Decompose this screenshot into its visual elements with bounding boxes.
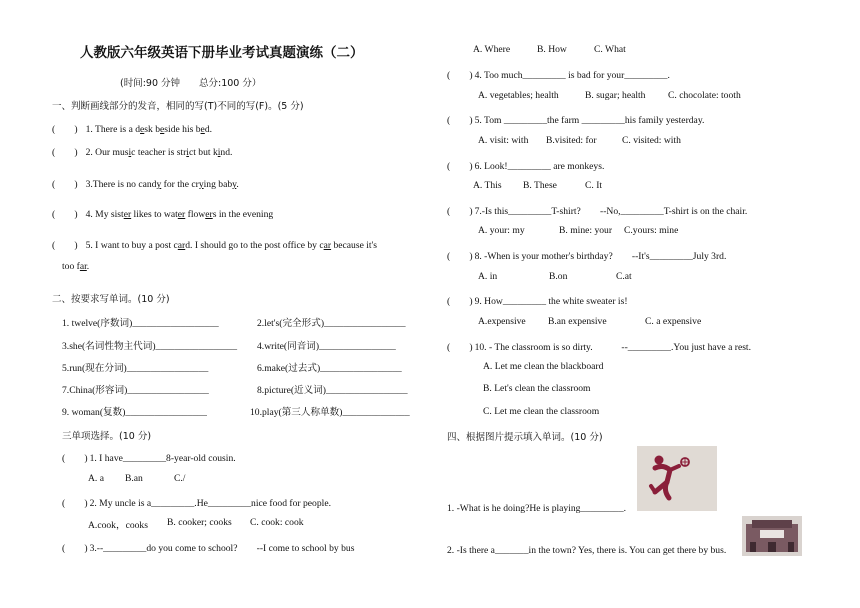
answer-bracket: ( )	[447, 251, 473, 262]
question: ( ) 3.--_________do you come to school? --I come to school by bus	[62, 543, 355, 554]
option: A. This	[473, 180, 502, 191]
answer-bracket: ( )	[52, 124, 78, 135]
section1-item: ( ) 2. Our music teacher is strict but kind.	[52, 147, 233, 158]
question: ( ) 6. Look!_________ are monkeys.	[447, 161, 605, 172]
option: C. cook: cook	[250, 517, 304, 528]
word-item: 9. woman(复数)_________________	[62, 407, 207, 418]
word-item: 5.run(现在分词)_________________	[62, 363, 209, 374]
option: A. Where	[473, 44, 511, 55]
option: C. visited: with	[622, 135, 681, 146]
answer-bracket: ( )	[447, 70, 473, 81]
option: A. visit: with	[478, 135, 529, 146]
option: A. your: my	[478, 225, 525, 236]
section1-item: ( ) 1. There is a desk beside his bed.	[52, 124, 213, 135]
answer-bracket: ( )	[62, 453, 88, 464]
option: C./	[174, 473, 186, 484]
question: ( ) 2. My uncle is a_________.He_________nice food for people.	[62, 498, 331, 509]
word-item: 2.let's(完全形式)_________________	[257, 318, 406, 329]
option: C. chocolate: tooth	[668, 90, 741, 101]
question: ( ) 4. Too much_________ is bad for your_________.	[447, 70, 670, 81]
word-item: 3.she(名词性物主代词)_________________	[62, 341, 238, 352]
basketball-player-picture	[637, 446, 717, 511]
answer-bracket: ( )	[447, 115, 473, 126]
option: C. a expensive	[645, 316, 702, 327]
option: B.on	[549, 271, 568, 282]
answer-bracket: ( )	[52, 240, 78, 251]
answer-bracket: ( )	[447, 161, 473, 172]
exam-time-info: (时间:90 分钟 总分:100 分）	[120, 78, 262, 89]
option: C. What	[594, 44, 626, 55]
answer-bracket: ( )	[447, 342, 473, 353]
answer-bracket: ( )	[62, 543, 88, 554]
answer-bracket: ( )	[447, 296, 473, 307]
answer-bracket: ( )	[52, 209, 78, 220]
option: B.visited: for	[546, 135, 597, 146]
section1-item: ( ) 5. I want to buy a post card. I should go to the post office by car because it's	[52, 240, 378, 251]
section1-item: ( ) 3.There is no candy for the crying baby.	[52, 179, 239, 190]
option: B.an expensive	[548, 316, 607, 327]
answer-bracket: ( )	[62, 498, 88, 509]
basketball-player-icon	[637, 446, 717, 511]
page-title: 人教版六年级英语下册毕业考试真题演练（二）	[80, 45, 364, 61]
option: C.yours: mine	[624, 225, 679, 236]
option: C. Let me clean the classroom	[483, 406, 600, 417]
option: A.expensive	[478, 316, 526, 327]
answer-bracket: ( )	[447, 206, 473, 217]
word-item: 6.make(过去式)_________________	[257, 363, 402, 374]
word-item: 4.write(同音词)________________	[257, 341, 396, 352]
question: ( ) 9. How_________ the white sweater is!	[447, 296, 628, 307]
option: B. cooker; cooks	[167, 517, 232, 528]
word-item: 7.China(形容词)_________________	[62, 385, 209, 396]
question: ( ) 5. Tom _________the farm _________his family yesterday.	[447, 115, 705, 126]
building-picture	[742, 516, 802, 556]
option: A. vegetables; health	[478, 90, 559, 101]
answer-bracket: ( )	[52, 179, 78, 190]
option: A. a	[88, 473, 104, 484]
option: B. mine: your	[559, 225, 613, 236]
question: ( ) 8. -When is your mother's birthday? --It's_________July 3rd.	[447, 251, 727, 262]
section1-item-continuation: too far.	[62, 261, 90, 272]
building-icon	[742, 516, 802, 556]
option: B. These	[523, 180, 557, 191]
section1-heading: 一、判断画线部分的发音，相同的写(T)不同的写(F)。(5 分)	[52, 101, 304, 112]
question: ( ) 10. - The classroom is so dirty. --_________.You just have a rest.	[447, 342, 751, 353]
section3-heading: 三单项选择。(10 分)	[62, 431, 152, 442]
option: A. Let me clean the blackboard	[483, 361, 604, 372]
question: ( ) 1. I have_________8-year-old cousin.	[62, 453, 236, 464]
option: C. It	[585, 180, 603, 191]
option: B. How	[537, 44, 567, 55]
word-item: 10.play(第三人称单数)______________	[250, 407, 410, 418]
word-item: 8.picture(近义词)_________________	[257, 385, 408, 396]
option: B.an	[125, 473, 143, 484]
option: B. sugar; health	[585, 90, 646, 101]
question: ( ) 7.-Is this_________T-shirt? --No,_________T-shirt is on the chair.	[447, 206, 748, 217]
picture-question: 2. -Is there a_______in the town? Yes, there is. You can get there by bus.	[447, 545, 727, 556]
answer-bracket: ( )	[52, 147, 78, 158]
section4-heading: 四、根据图片提示填入单词。(10 分)	[447, 432, 603, 443]
section1-item: ( ) 4. My sister likes to water flowers in the evening	[52, 209, 274, 220]
option: C.at	[616, 271, 632, 282]
word-item: 1. twelve(序数词)__________________	[62, 318, 219, 329]
option: B. Let's clean the classroom	[483, 383, 591, 394]
section2-heading: 二、按要求写单词。(10 分)	[52, 294, 170, 305]
picture-question: 1. -What is he doing?He is playing_________.	[447, 503, 627, 514]
option: A. in	[478, 271, 498, 282]
option: A.cook，cooks	[88, 520, 148, 531]
